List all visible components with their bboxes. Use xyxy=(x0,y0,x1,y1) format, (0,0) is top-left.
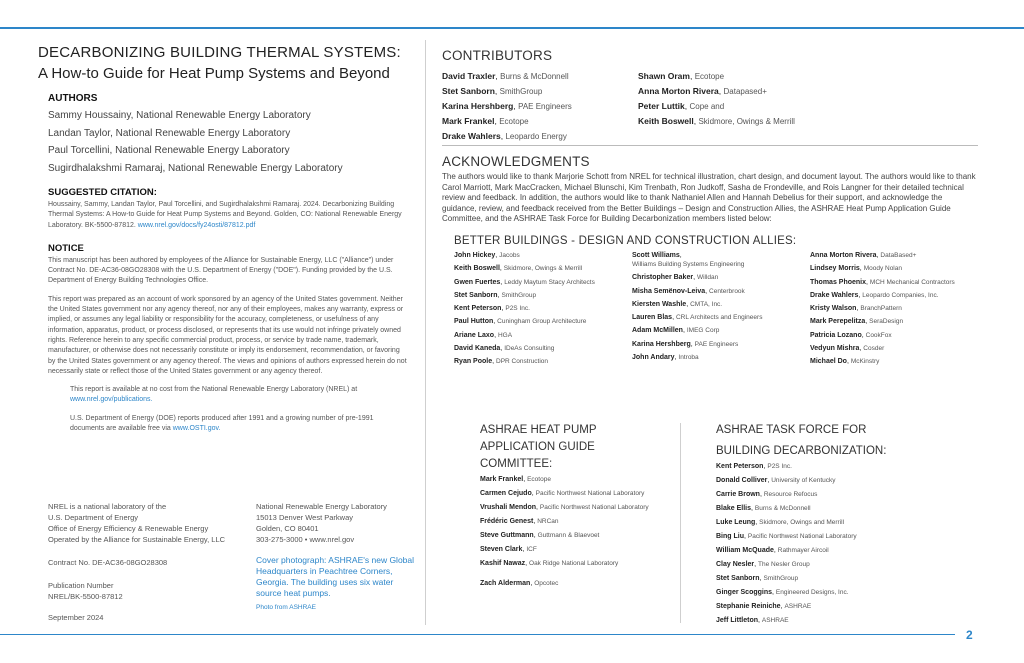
page-number: 2 xyxy=(966,628,973,642)
author-item: Sammy Houssainy, National Renewable Energy Laboratory xyxy=(48,110,311,121)
citation-link[interactable]: www.nrel.gov/docs/fy24osti/87812.pdf xyxy=(137,221,256,229)
ally-item: Kristy Walson, BranchPattern xyxy=(810,305,902,313)
notice-heading: NOTICE xyxy=(48,242,84,254)
notice-text xyxy=(48,256,408,377)
availability-nrel: This report is available at no cost from the National Renewable Energy Laboratory (NREL) at www.nrel.gov/publications. xyxy=(70,386,358,404)
contributors-col-right xyxy=(638,69,795,129)
ally-item: Kent Peterson, P2S Inc. xyxy=(454,305,530,313)
doc-title-line2: A How-to Guide for Heat Pump Systems and Beyond xyxy=(38,65,390,82)
ally-item: Stet Sanborn, SmithGroup xyxy=(454,291,537,299)
ally-item: Misha Semënov-Leiva, Centerbrook xyxy=(632,287,745,295)
contributor-item: Keith Boswell, Skidmore, Owings & Merrill xyxy=(638,116,795,126)
section-divider xyxy=(442,145,978,146)
ally-item: David Kaneda, IDeAs Consulting xyxy=(454,345,555,353)
ally-item: Vedyun Mishra, Cosder xyxy=(810,345,885,353)
notice-paragraph-2: This report was prepared as an account of work sponsored by an agency of the United States government. Neither the United States government nor any agency thereof, nor any of their employees, makes any warranty, express or implied, or assumes any legal liability or responsibility for the accuracy, completeness, or usefulness of any information, apparatus, product, or process disclosed, or represents that its use would not infringe privately owned rights. Reference herein to any specific commercial product, process, or service by trade name, trademark, manufacturer, or otherwise does not necessarily constitute or imply its endorsement, recommendation, or favoring by the United States government or any agency thereof. The views and opinions of authors expressed herein do not necessarily state or reflect those of the United States government or any agency thereof. xyxy=(48,295,407,375)
task-force-heading-1: ASHRAE TASK FORCE FOR xyxy=(716,424,867,436)
notice-paragraph-1: This manuscript has been authored by employees of the Alliance for Sustainable Energy, LLC ("Alliance") under Contract No. DE-AC36-08GO28308 with the U.S. Department of Energy ("DOE"). Funding provided by the U.S. Department of Energy Building Technologies Office. xyxy=(48,256,394,285)
ally-item: Ariane Laxo, HGA xyxy=(454,331,513,339)
right-column xyxy=(442,40,982,391)
authors-heading: AUTHORS xyxy=(48,93,98,104)
committee-member: Frédéric Genest, NRCan xyxy=(480,518,559,525)
nrel-statement: NREL is a national laboratory of the U.S. Department of Energy Office of Energy Efficiency & Renewable Energy Operated by the Alliance for Sustainable Energy, LLC Contract No. DE-AC36-08GO28308 Publication Number NREL/BK-5500-87812 September 2024 xyxy=(48,501,248,623)
doc-title-line1: DECARBONIZING BUILDING THERMAL SYSTEMS: xyxy=(38,44,401,61)
left-column xyxy=(38,40,408,434)
ally-item: Michael Do, McKinstry xyxy=(810,358,880,366)
ally-item: Karina Hershberg, PAE Engineers xyxy=(632,340,739,348)
authors-list xyxy=(38,107,408,177)
heat-pump-heading-3: COMMITTEE: xyxy=(480,458,553,470)
ally-item: Drake Wahlers, Leopardo Companies, Inc. xyxy=(810,291,939,299)
contributor-item: Mark Frankel, Ecotope xyxy=(442,116,529,126)
ally-item: Adam McMillen, IMEG Corp xyxy=(632,327,720,335)
committee-member: Mark Frankel, Ecotope xyxy=(480,476,551,483)
task-force-member: Clay Nesler, The Nesler Group xyxy=(716,561,810,568)
ally-item: Anna Morton Rivera, DataBased+ xyxy=(810,251,917,259)
committee-member: Carmen Cejudo, Pacific Northwest National Laboratory xyxy=(480,490,645,497)
ally-item: Scott Williams, Williams Building Systems Engineering xyxy=(632,251,745,268)
task-force-member: Ginger Scoggins, Engineered Designs, Inc. xyxy=(716,589,849,596)
publication-label: Publication Number xyxy=(48,581,114,590)
better-buildings-heading: BETTER BUILDINGS - DESIGN AND CONSTRUCTION ALLIES: xyxy=(454,234,797,247)
heat-pump-heading-1: ASHRAE HEAT PUMP xyxy=(480,424,597,436)
ally-item: Keith Boswell, Skidmore, Owings & Merrill xyxy=(454,265,583,273)
bb-col-1 xyxy=(454,251,629,371)
bottom-rule xyxy=(0,634,955,635)
availability-osti: U.S. Department of Energy (DOE) reports produced after 1991 and a growing number of pre-1991 documents are available free via www.OSTI.gov. xyxy=(70,414,374,433)
cover-caption: Cover photograph: ASHRAE's new Global Headquarters in Peachtree Corners, Georgia. The building uses six water source heat pumps. xyxy=(256,555,415,598)
heat-pump-heading-2: APPLICATION GUIDE xyxy=(480,441,595,453)
ally-item: John Andary, Introba xyxy=(632,354,699,362)
publication-number: NREL/BK-5500-87812 xyxy=(48,592,123,601)
contributor-item: David Traxler, Burns & McDonnell xyxy=(442,71,569,81)
committee-member: Zach Alderman, Opcotec xyxy=(480,580,559,587)
nrel-publications-link[interactable]: www.nrel.gov/publications. xyxy=(70,396,153,404)
ally-item: Ryan Poole, DPR Construction xyxy=(454,358,549,366)
task-force-member: William McQuade, Rathmayer Aircoil xyxy=(716,547,829,554)
contributor-item: Peter Luttik, Cope and xyxy=(638,101,725,111)
task-force-member: Kent Peterson, P2S Inc. xyxy=(716,463,792,470)
task-force-member: Stephanie Reiniche, ASHRAE xyxy=(716,603,812,610)
acknowledgments-heading: ACKNOWLEDGMENTS xyxy=(442,154,590,169)
ally-item: Christopher Baker, Willdan xyxy=(632,274,719,282)
author-item: Paul Torcellini, National Renewable Energy Laboratory xyxy=(48,145,290,156)
ally-item: John Hickey, Jacobs xyxy=(454,251,520,259)
task-force xyxy=(716,422,976,628)
contributor-item: Shawn Oram, Ecotope xyxy=(638,71,725,81)
citation-body: Houssainy, Sammy, Landan Taylor, Paul Torcellini, and Sugirdhalakshmi Ramaraj. 2024. Decarbonizing Building Thermal Systems: A How-to Guide for Heat Pump Systems and Beyond. Golden, CO: National Renewable Energy Laboratory. BK-5500-87812. xyxy=(48,201,402,229)
contributors-col-left xyxy=(442,69,572,144)
ally-item: Thomas Phoenix, MCH Mechanical Contractors xyxy=(810,278,955,286)
ally-item: Lindsey Morris, Moody Nolan xyxy=(810,265,902,273)
heat-pump-committee xyxy=(480,422,675,591)
osti-link[interactable]: www.OSTI.gov. xyxy=(172,425,221,433)
photo-credit: Photo from ASHRAE xyxy=(256,604,316,611)
publication-date: September 2024 xyxy=(48,613,104,622)
better-buildings-list xyxy=(454,251,982,391)
contributor-item: Karina Hershberg, PAE Engineers xyxy=(442,101,572,111)
task-force-member: Bing Liu, Pacific Northwest National Laboratory xyxy=(716,533,857,540)
contributor-item: Stet Sanborn, SmithGroup xyxy=(442,86,543,96)
task-force-member: Stet Sanborn, SmithGroup xyxy=(716,575,799,582)
citation-heading: SUGGESTED CITATION: xyxy=(48,187,157,198)
column-divider xyxy=(425,40,426,625)
ally-item: Mark Perepelitza, SeraDesign xyxy=(810,318,904,326)
committee-member: Steven Clark, ICF xyxy=(480,546,537,553)
task-force-member: Jeff Littleton, ASHRAE xyxy=(716,617,789,624)
committee-member: Vrushali Mendon, Pacific Northwest National Laboratory xyxy=(480,504,649,511)
task-force-member: Blake Ellis, Burns & McDonnell xyxy=(716,505,811,512)
committee-member: Steve Guttmann, Guttmann & Blaevoet xyxy=(480,532,600,539)
author-item: Landan Taylor, National Renewable Energy Laboratory xyxy=(48,127,291,139)
ally-item: Paul Hutton, Cuningham Group Architecture xyxy=(454,318,587,326)
citation-text xyxy=(48,200,408,231)
ally-item: Gwen Fuertes, Leddy Maytum Stacy Architects xyxy=(454,278,595,286)
author-item: Sugirdhalakshmi Ramaraj, National Renewable Energy Laboratory xyxy=(48,162,343,174)
task-force-heading-2: BUILDING DECARBONIZATION: xyxy=(716,445,887,457)
task-force-member: Carrie Brown, Resource Refocus xyxy=(716,491,818,498)
contributors-heading: CONTRIBUTORS xyxy=(442,48,553,63)
contributor-item: Anna Morton Rivera, Datapased+ xyxy=(638,86,767,96)
task-force-divider xyxy=(680,423,681,623)
ally-item: Patricia Lozano, CookFox xyxy=(810,331,892,339)
contributors-list xyxy=(442,69,982,139)
ally-item: Lauren Blas, CRL Architects and Engineers xyxy=(632,314,763,322)
nrel-address: National Renewable Energy Laboratory 15013 Denver West Parkway Golden, CO 80401 303-275-3000 • www.nrel.gov Cover photograph: ASHRAE's new Global Headquarters in Peachtree Corners, Georgia. The building uses six water source heat pumps. Photo from ASHRAE xyxy=(256,502,415,611)
bb-col-3 xyxy=(810,251,985,371)
contract-number: Contract No. DE-AC36-08GO28308 xyxy=(48,558,168,567)
task-force-member: Donald Colliver, University of Kentucky xyxy=(716,477,836,484)
acknowledgments-text: The authors would like to thank Marjorie Schott from NREL for technical illustration, chart design, and document layout. The authors would like to thank Carol Marriott, Mark MacCracken, Michael Blunschi, Kim Trenbath, Ron Judkoff, Sasha de Frondeville, and Rois Langner for their detailed technical review and feedback. In addition, the authors would like to thank Nathaniel Allen and Hannah Debelius for their support, and acknowledge the guidance, review, and feedback received from the Better Buildings – Design and Construction Allies, the ASHRAE Heat Pump Application Guide Committee, and the ASHRAE Task Force for Building Decarbonization members listed below: xyxy=(442,172,976,224)
task-force-member: Luke Leung, Skidmore, Owings and Merrill xyxy=(716,519,845,526)
committee-member: Kashif Nawaz, Oak Ridge National Laboratory xyxy=(480,560,619,567)
ally-item: Kiersten Washle, CMTA, Inc. xyxy=(632,300,723,308)
bb-col-2 xyxy=(632,251,807,366)
contributor-item: Drake Wahlers, Leopardo Energy xyxy=(442,131,567,141)
top-rule xyxy=(0,27,1024,29)
